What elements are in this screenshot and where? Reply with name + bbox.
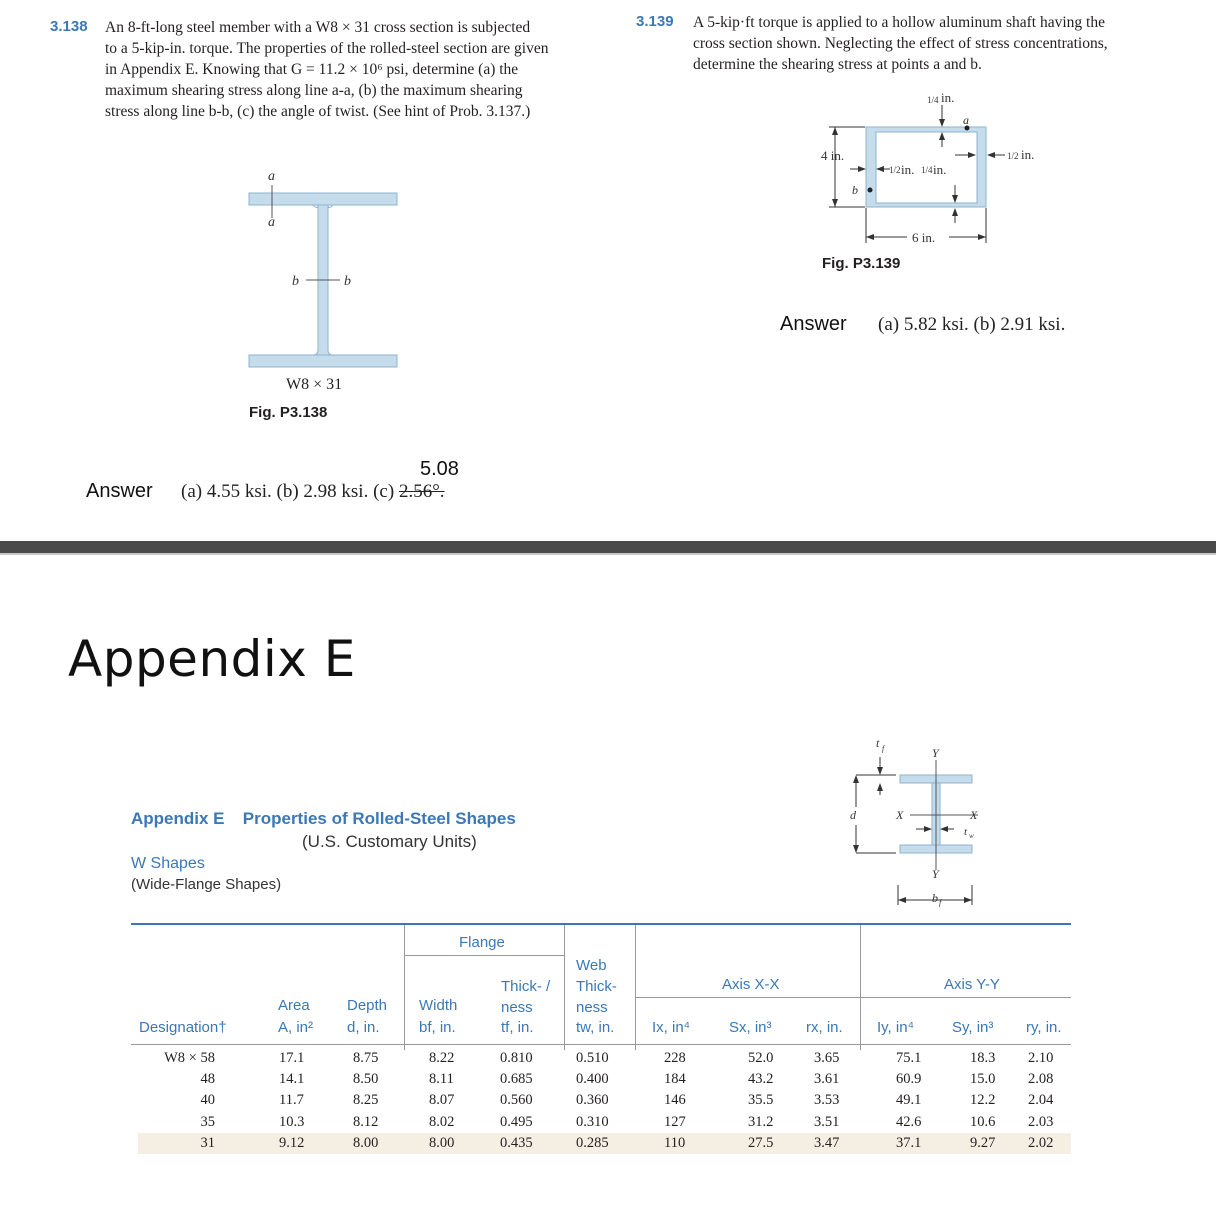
table-cell: 3.61	[814, 1071, 840, 1088]
table-cell: 8.00	[429, 1134, 455, 1151]
dim-inner-right: in.	[933, 162, 947, 177]
table-row	[138, 1112, 1071, 1133]
table-cell: 0.560	[500, 1092, 533, 1109]
group-axis-xx: Axis X-X	[722, 976, 780, 993]
group-flange: Flange	[459, 934, 505, 951]
table-cell: W8 × 58	[164, 1050, 215, 1066]
w-label-a-top: a	[268, 169, 275, 184]
answer-139-label: Answer	[780, 313, 847, 335]
table-cell: 0.495	[500, 1113, 533, 1130]
table-cell: 2.02	[1028, 1134, 1054, 1151]
diagram-tf-sub: f	[882, 744, 885, 753]
table-vrule-4	[860, 925, 861, 1050]
table-cell: 8.75	[353, 1050, 379, 1066]
dim-inner-right-frac: 1/4	[921, 165, 933, 175]
group-axis-yy: Axis Y-Y	[944, 976, 1000, 993]
table-cell: 10.3	[279, 1113, 305, 1130]
axis-rule	[636, 997, 1071, 998]
table-cell: 75.1	[896, 1050, 922, 1066]
table-cell: 60.9	[896, 1071, 922, 1088]
diagram-y-bottom: Y	[932, 867, 939, 881]
table-cell: 14.1	[279, 1071, 305, 1088]
page-crop-edge	[0, 1158, 1216, 1208]
table-cell: 8.22	[429, 1050, 455, 1066]
problem-138-line-3: in Appendix E. Knowing that G = 11.2 × 10⁶ psi, determine (a) the	[105, 61, 519, 78]
diagram-tw-sub: w	[969, 832, 974, 840]
group-web-1: Web	[576, 957, 607, 974]
diagram-bf: b	[932, 891, 938, 905]
flange-rule	[405, 955, 564, 956]
appendix-header-title: Properties of Rolled-Steel Shapes	[242, 809, 516, 828]
w-label-a-bottom: a	[268, 215, 275, 230]
answer-138-struck: 2.56°.	[398, 481, 445, 502]
col-width: bf, in.	[419, 1019, 456, 1036]
w-label-b-right: b	[344, 274, 351, 289]
table-cell: 31	[200, 1134, 215, 1151]
appendix-units: (U.S. Customary Units)	[302, 832, 477, 851]
point-b-label: b	[852, 183, 858, 197]
group-web-3: ness	[576, 999, 608, 1016]
w-shape-figure	[240, 160, 410, 375]
table-vrule-3	[635, 925, 636, 1050]
table-cell: 52.0	[748, 1050, 774, 1066]
table-cell: 3.65	[814, 1050, 840, 1066]
table-cell: 48	[200, 1071, 215, 1088]
table-cell: 110	[664, 1134, 686, 1151]
col-width-top: Width	[419, 997, 458, 1014]
table-cell: 3.47	[814, 1134, 840, 1151]
answer-138-text	[181, 481, 445, 503]
header-bottom-rule	[131, 1044, 1071, 1045]
table-vrule-1	[404, 925, 405, 1050]
dim-left-inner: in.	[901, 162, 915, 177]
diagram-tw: t	[964, 826, 968, 838]
col-tf: tf, in.	[501, 1019, 534, 1036]
diagram-tf: t	[876, 736, 880, 750]
col-depth-top: Depth	[347, 997, 388, 1014]
appendix-subtitle2: (Wide-Flange Shapes)	[131, 876, 282, 893]
table-cell: 0.810	[500, 1050, 533, 1066]
w-shape-drawing	[249, 185, 397, 367]
table-cell: 12.2	[970, 1092, 996, 1109]
table-cell: 0.510	[576, 1050, 609, 1066]
problem-139-number: 3.139	[636, 13, 674, 30]
problem-138-text	[105, 17, 585, 122]
answer-138-label: Answer	[86, 480, 153, 502]
diagram-x-left: X	[896, 808, 904, 822]
col-area: A, in²	[278, 1019, 314, 1036]
table-cell: 43.2	[748, 1071, 774, 1088]
table-cell: 9.27	[970, 1134, 996, 1151]
table-cell: 35.5	[748, 1092, 774, 1109]
problem-139-line-1: A 5-kip·ft torque is applied to a hollow aluminum shaft having the	[693, 14, 1105, 31]
table-cell: 27.5	[748, 1134, 774, 1151]
table-cell: 2.10	[1028, 1050, 1054, 1066]
table-vrule-2	[564, 925, 565, 1050]
col-depth: d, in.	[347, 1019, 380, 1036]
col-thickness-top: Thick- / ness	[501, 978, 551, 1016]
dim-right-frac: 1/2	[1007, 151, 1019, 161]
answer-138-values: (a) 4.55 ksi. (b) 2.98 ksi. (c)	[181, 481, 395, 502]
group-web-2: Thick-	[576, 978, 617, 995]
dim-top: in.	[941, 90, 955, 105]
appendix-header-tag: Appendix E	[131, 809, 225, 828]
wshape-axis-drawing	[853, 757, 978, 905]
problem-139-text	[693, 12, 1173, 75]
table-cell: 8.25	[353, 1092, 379, 1109]
page-divider-shadow	[0, 553, 1216, 555]
col-tw: tw, in.	[576, 1019, 615, 1036]
table-cell: 0.685	[500, 1071, 533, 1088]
table-cell: 8.02	[429, 1113, 455, 1130]
diagram-x-right: X	[970, 808, 978, 822]
hollow-section-figure	[815, 85, 1050, 255]
appendix-subtitle: W Shapes	[131, 855, 205, 872]
table-cell: 31.2	[748, 1113, 774, 1130]
answer-139-text: (a) 5.82 ksi. (b) 2.91 ksi.	[878, 314, 1066, 335]
table-cell: 49.1	[896, 1092, 922, 1109]
table-row	[138, 1090, 1071, 1111]
dim-height: 4 in.	[821, 148, 845, 163]
table-cell: 18.3	[970, 1050, 996, 1066]
fig-p3139-caption: Fig. P3.139	[822, 255, 901, 272]
w-section-label: W8 × 31	[286, 376, 343, 393]
table-cell: 17.1	[279, 1050, 305, 1066]
col-ry: ry, in.	[1026, 1019, 1062, 1036]
table-cell: 127	[664, 1113, 686, 1130]
table-cell: 0.400	[576, 1071, 609, 1088]
problem-138-line-1: An 8-ft-long steel member with a W8 × 31 cross section is subjected	[105, 19, 531, 36]
group-web	[576, 955, 617, 1018]
table-cell: 184	[664, 1071, 686, 1088]
problem-139-line-2: cross section shown. Neglecting the effect of stress concentrations,	[693, 35, 1108, 52]
col-designation: Designation†	[139, 1019, 227, 1036]
answer-138-correction: 5.08	[420, 458, 459, 480]
dim-right: in.	[1021, 147, 1035, 162]
table-cell: 8.11	[429, 1071, 454, 1088]
wshape-axis-diagram	[838, 735, 998, 910]
diagram-y-top: Y	[932, 746, 939, 760]
fig-p3138-caption: Fig. P3.138	[249, 404, 328, 421]
hollow-section-drawing	[829, 105, 1005, 243]
problem-138-line-4: maximum shearing stress along line a-a, (b) the maximum shearing	[105, 82, 523, 99]
table-row	[138, 1048, 1071, 1069]
table-row	[138, 1069, 1071, 1090]
appendix-header	[131, 809, 516, 829]
col-rx: rx, in.	[806, 1019, 843, 1036]
table-cell: 146	[664, 1092, 686, 1109]
table-cell: 15.0	[970, 1071, 996, 1088]
table-cell: 35	[200, 1113, 215, 1130]
table-cell: 3.51	[814, 1113, 840, 1130]
col-sy: Sy, in³	[952, 1019, 994, 1036]
table-cell: 2.03	[1028, 1113, 1054, 1130]
table-cell: 228	[664, 1050, 686, 1066]
table-cell: 11.7	[279, 1092, 304, 1109]
col-area-top: Area	[278, 997, 310, 1014]
table-cell: 0.310	[576, 1113, 609, 1130]
table-cell: 3.53	[814, 1092, 840, 1109]
col-iy: Iy, in⁴	[877, 1019, 915, 1036]
table-cell: 2.04	[1028, 1092, 1054, 1109]
table-row	[138, 1133, 1071, 1154]
diagram-bf-sub: f	[939, 898, 942, 907]
dim-left-inner-frac: 1/2	[889, 165, 901, 175]
table-cell: 8.50	[353, 1071, 379, 1088]
col-ix: Ix, in⁴	[652, 1019, 691, 1036]
table-cell: 8.12	[353, 1113, 379, 1130]
table-cell: 0.360	[576, 1092, 609, 1109]
table-top-rule	[131, 923, 1071, 925]
problem-138-number: 3.138	[50, 18, 88, 35]
table-cell: 8.07	[429, 1092, 455, 1109]
point-a-label: a	[963, 113, 969, 127]
table-cell: 37.1	[896, 1134, 922, 1151]
table-cell: 8.00	[353, 1134, 379, 1151]
table-cell: 0.285	[576, 1134, 609, 1151]
problem-138-line-5: stress along line b-b, (c) the angle of twist. (See hint of Prob. 3.137.)	[105, 103, 531, 120]
table-cell: 0.435	[500, 1134, 533, 1151]
table-cell: 2.08	[1028, 1071, 1054, 1088]
problem-138-line-2: to a 5-kip-in. torque. The properties of the rolled-steel section are given	[105, 40, 549, 57]
diagram-d: d	[850, 808, 856, 822]
page-divider	[0, 541, 1216, 553]
table-cell: 9.12	[279, 1134, 305, 1151]
w-label-b-left: b	[292, 274, 299, 289]
table-cell: 40	[200, 1092, 215, 1109]
table-cell: 10.6	[970, 1113, 996, 1130]
dim-width: 6 in.	[912, 230, 936, 245]
col-sx: Sx, in³	[729, 1019, 772, 1036]
dim-top-frac: 1/4	[927, 95, 939, 105]
problem-139-line-3: determine the shearing stress at points a and b.	[693, 56, 982, 73]
appendix-title: Appendix E	[68, 630, 356, 688]
table-cell: 42.6	[896, 1113, 922, 1130]
